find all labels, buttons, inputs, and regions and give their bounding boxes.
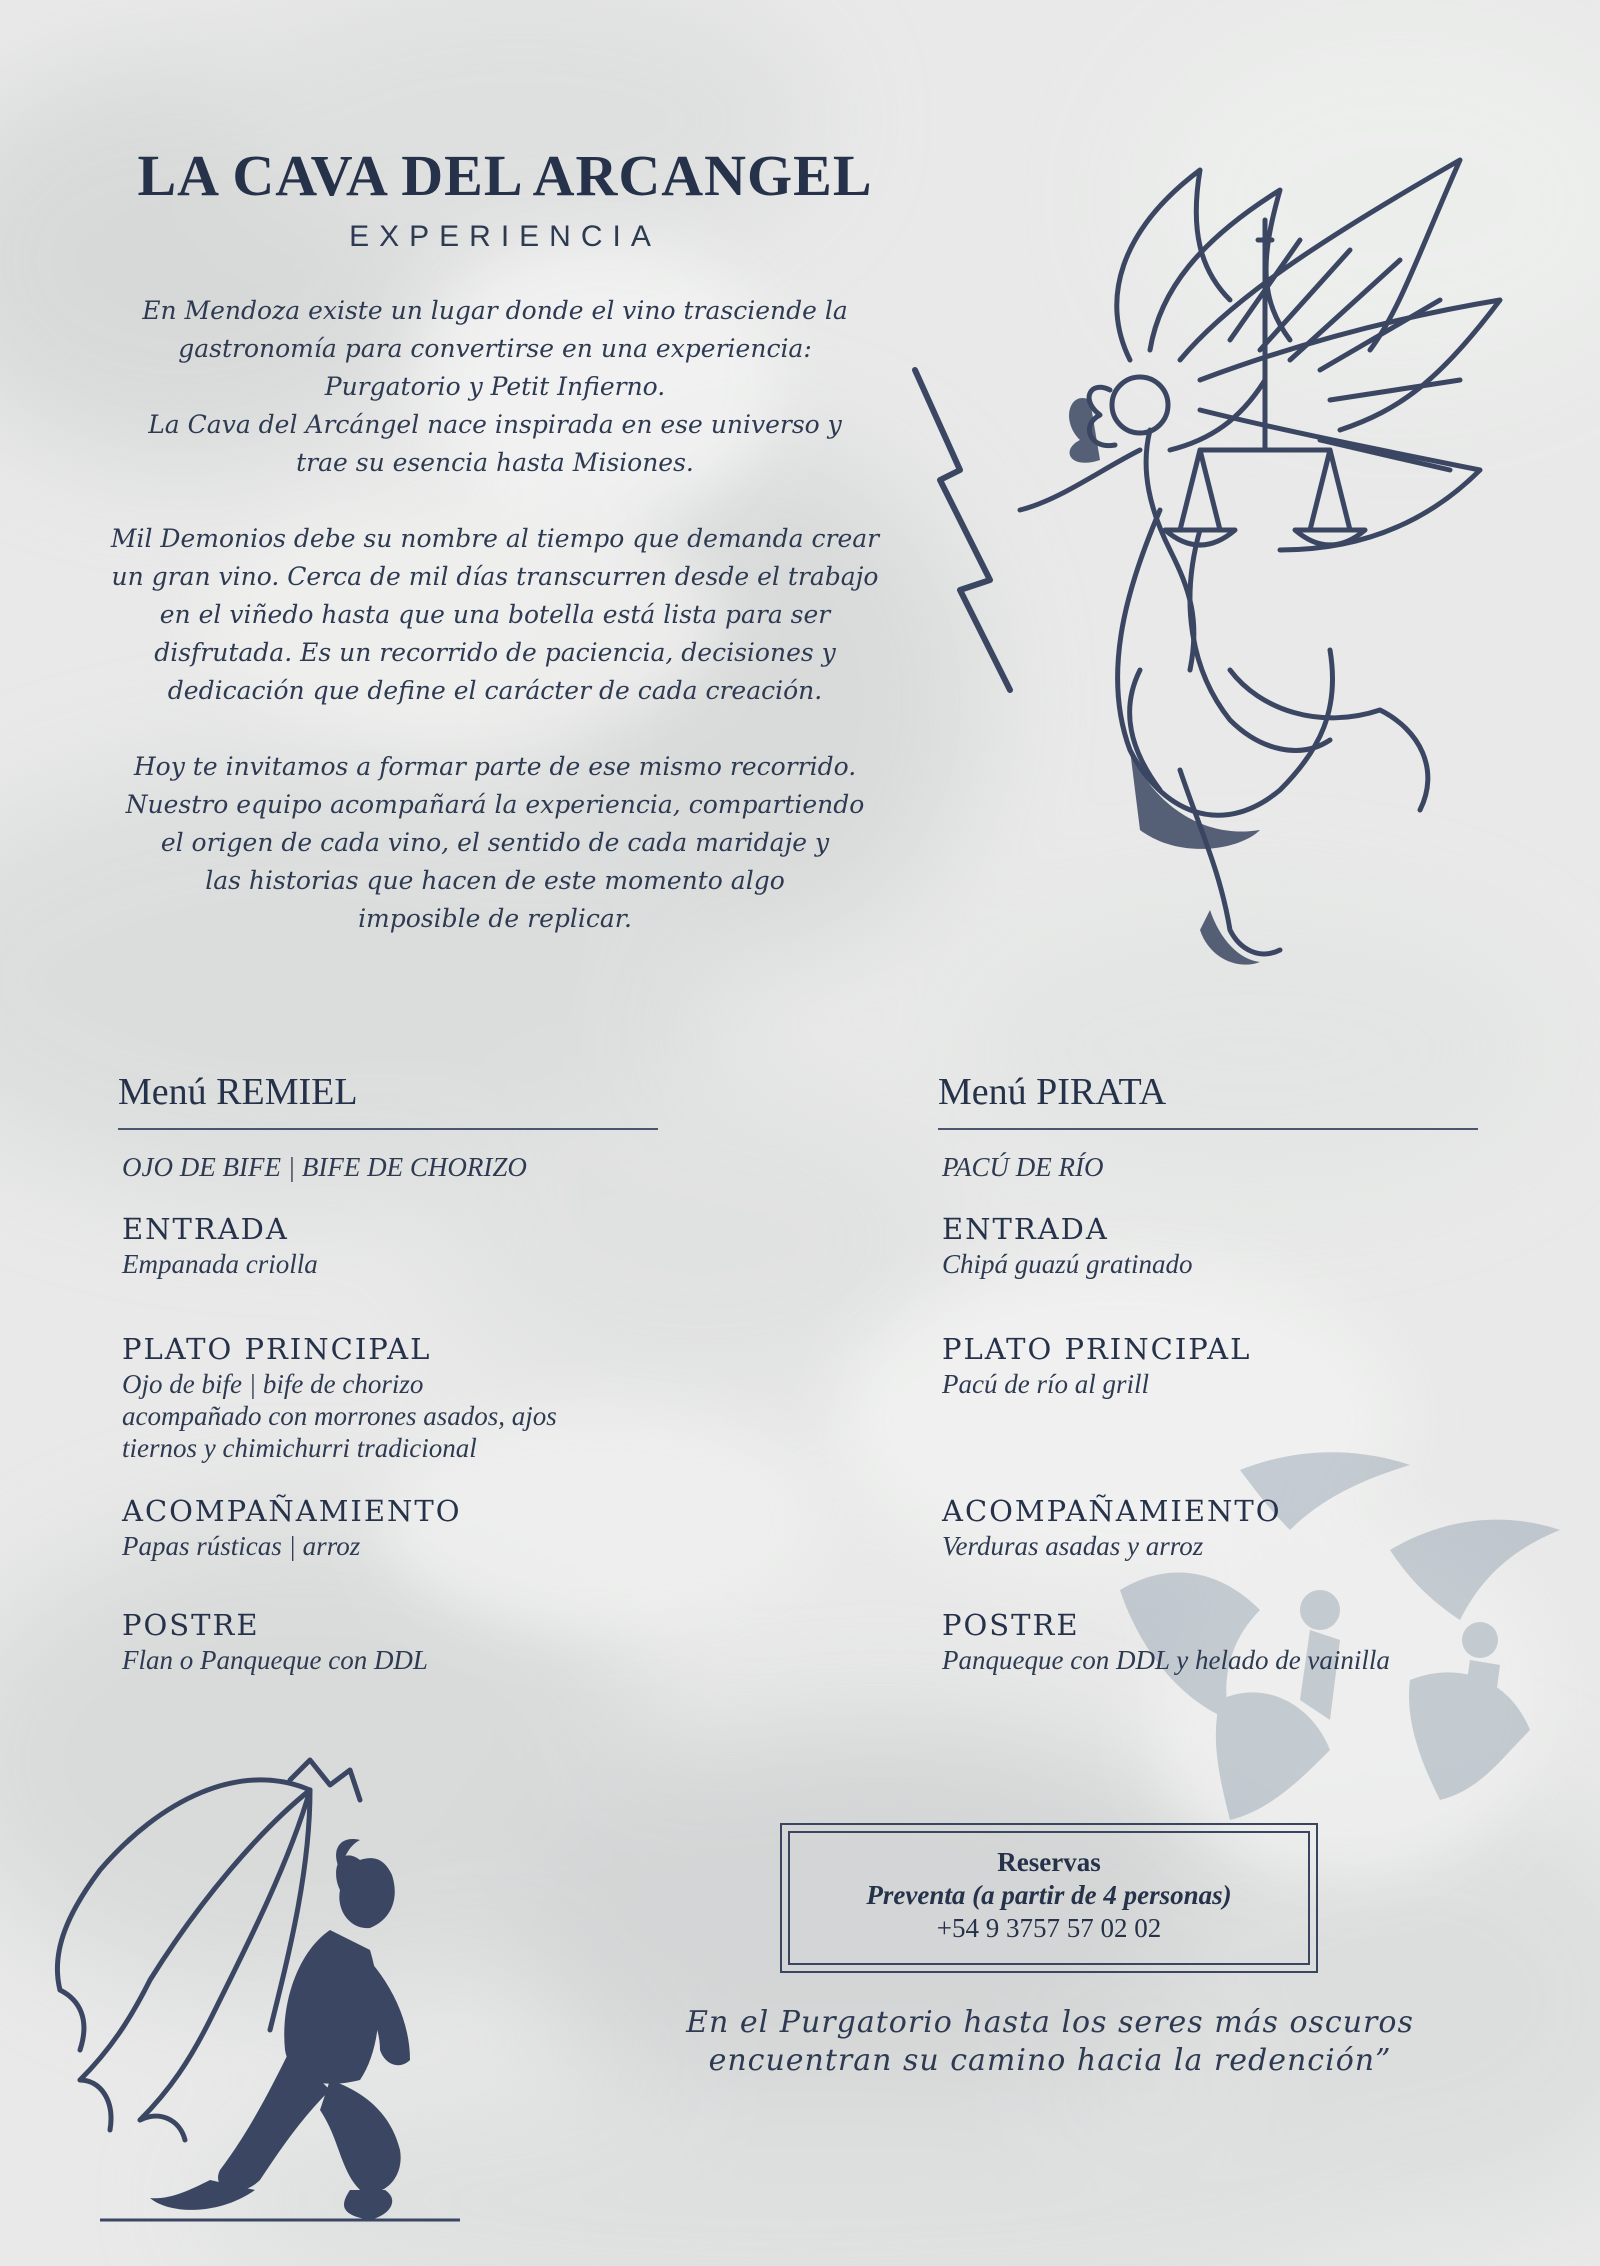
course-principal (942, 1332, 1482, 1400)
course-heading: POSTRE (942, 1608, 1080, 1642)
course-heading: ACOMPAÑAMIENTO (942, 1494, 1282, 1528)
closing-quote: En el Purgatorio hasta los seres más oscuros encuentran su camino hacia la redención” (686, 2005, 1414, 2078)
course-dish: Verduras asadas y arroz (942, 1531, 1204, 1561)
course-acompanamiento (122, 1494, 662, 1562)
menu-title: Menú PIRATA (938, 1070, 1478, 1130)
reservations-content (782, 1847, 1316, 1944)
page-subtitle: EXPERIENCIA (349, 220, 661, 253)
course-entrada (122, 1212, 662, 1280)
demon-illustration (40, 1750, 510, 2230)
intro-line: Nuestro equipo acompañará la experiencia, compartiendo (125, 790, 865, 819)
intro-line: Purgatorio y Petit Infierno. (324, 372, 666, 401)
course-dish: Pacú de río al grill (942, 1369, 1149, 1399)
course-acompanamiento (942, 1494, 1482, 1562)
presale-note: Preventa (a partir de 4 personas) (866, 1880, 1232, 1910)
course-heading: ENTRADA (122, 1212, 289, 1246)
intro-line: Hoy te invitamos a formar parte de ese mismo recorrido. (133, 752, 857, 781)
intro-paragraph (50, 520, 940, 710)
course-entrada (942, 1212, 1482, 1280)
archangel-illustration (900, 150, 1560, 980)
intro-line: Mil Demonios debe su nombre al tiempo que demanda crear (110, 524, 880, 553)
intro-line: La Cava del Arcángel nace inspirada en ese universo y (148, 410, 842, 439)
intro-line: imposible de replicar. (358, 904, 632, 933)
course-dish: Chipá guazú gratinado (942, 1249, 1193, 1279)
reservations-box (780, 1823, 1318, 1973)
intro-line: gastronomía para convertirse en una experiencia: (178, 334, 812, 363)
intro-line: En Mendoza existe un lugar donde el vino trasciende la (142, 296, 848, 325)
course-dish: Empanada criolla (122, 1249, 318, 1279)
intro-line: dedicación que define el carácter de cada creación. (167, 676, 823, 705)
course-heading: PLATO PRINCIPAL (122, 1332, 432, 1366)
intro-line: un gran vino. Cerca de mil días transcurren desde el trabajo (111, 562, 879, 591)
course-dish: Ojo de bife | bife de chorizo acompañado con morrones asados, ajos tiernos y chimichurri tradicional (122, 1369, 557, 1463)
reservations-title: Reservas (997, 1847, 1101, 1877)
intro-line: en el viñedo hasta que una botella está lista para ser (159, 600, 831, 629)
course-dish: Flan o Panqueque con DDL (122, 1645, 428, 1675)
menu-title: Menú REMIEL (118, 1070, 658, 1130)
course-postre (942, 1608, 1482, 1676)
course-dish: Papas rústicas | arroz (122, 1531, 361, 1561)
menu-pirata (938, 1070, 1478, 1675)
course-heading: ACOMPAÑAMIENTO (122, 1494, 462, 1528)
course-postre (122, 1608, 662, 1676)
intro-line: el origen de cada vino, el sentido de cada maridaje y (160, 828, 830, 857)
course-heading: ENTRADA (942, 1212, 1109, 1246)
course-heading: PLATO PRINCIPAL (942, 1332, 1252, 1366)
intro-paragraph (50, 748, 940, 938)
intro-paragraph (50, 292, 940, 482)
menu-subtitle: OJO DE BIFE | BIFE DE CHORIZO (122, 1152, 527, 1182)
menu-remiel (118, 1070, 658, 1675)
course-heading: POSTRE (122, 1608, 260, 1642)
intro-line: trae su esencia hasta Misiones. (296, 448, 694, 477)
intro-line: disfrutada. Es un recorrido de paciencia, decisiones y (154, 638, 836, 667)
course-dish: Panqueque con DDL y helado de vainilla (942, 1645, 1390, 1675)
menu-subtitle: PACÚ DE RÍO (942, 1152, 1104, 1182)
course-principal (122, 1332, 662, 1464)
intro-text (50, 292, 940, 976)
page-title: LA CAVA DEL ARCANGEL (137, 143, 873, 208)
phone-number[interactable]: +54 9 3757 57 02 02 (936, 1913, 1162, 1943)
intro-line: las historias que hacen de este momento algo (205, 866, 785, 895)
